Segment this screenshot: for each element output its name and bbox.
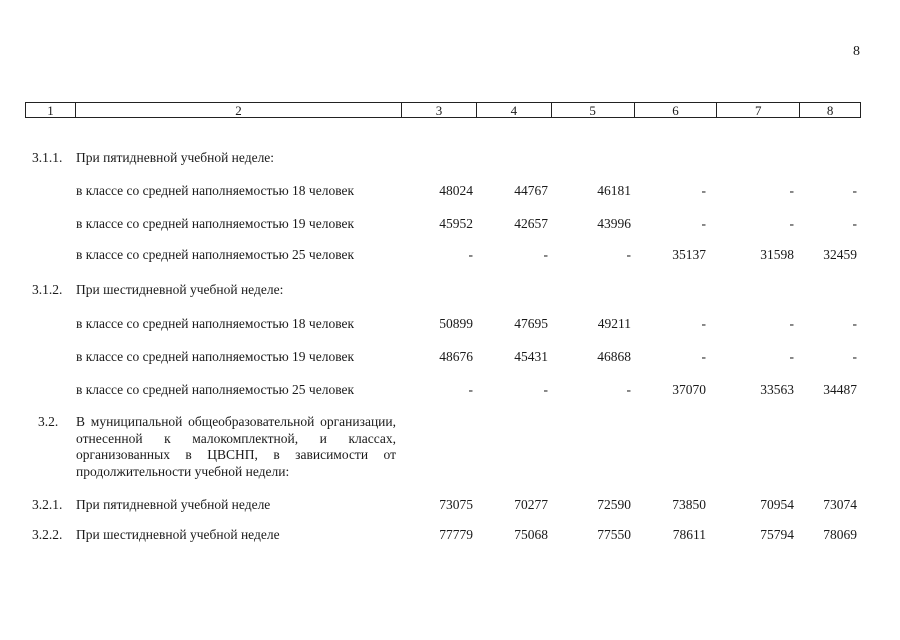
table-row — [0, 349, 900, 369]
table-cell: - — [852, 183, 857, 198]
table-cell: 43996 — [597, 216, 631, 231]
table-row — [0, 150, 900, 170]
table-cell: 78611 — [672, 527, 706, 542]
table-cell: - — [789, 349, 794, 364]
table-cell: 49211 — [597, 316, 631, 331]
column-number: 3 — [402, 103, 477, 117]
table-cell: 70277 — [514, 497, 548, 512]
table-cell: - — [543, 382, 548, 397]
table-cell: - — [701, 349, 706, 364]
table-cell: 48024 — [439, 183, 473, 198]
table-cell: 75068 — [514, 527, 548, 542]
column-number: 7 — [717, 103, 800, 117]
table-cell: 44767 — [514, 183, 548, 198]
row-label: При пятидневной учебной неделе — [76, 497, 271, 512]
section-code: 3.2. — [38, 414, 59, 429]
table-row — [0, 316, 900, 336]
table-row — [0, 382, 900, 402]
table-cell: 75794 — [760, 527, 794, 542]
table-cell: 77779 — [439, 527, 473, 542]
table-cell: 47695 — [514, 316, 548, 331]
table-cell: - — [701, 183, 706, 198]
column-number-header — [25, 102, 861, 118]
table-cell: 73075 — [439, 497, 473, 512]
table-cell: - — [852, 216, 857, 231]
table-cell: - — [626, 382, 631, 397]
table-cell: 31598 — [760, 247, 794, 262]
column-number: 6 — [635, 103, 718, 117]
table-cell: 50899 — [439, 316, 473, 331]
row-label: в классе со средней наполняемостью 19 человек — [76, 349, 355, 364]
row-label: При шестидневной учебной неделе: — [76, 282, 284, 297]
table-cell: - — [468, 247, 473, 262]
row-label: в классе со средней наполняемостью 18 человек — [76, 183, 355, 198]
column-number: 8 — [826, 103, 834, 118]
table-cell: 42657 — [514, 216, 548, 231]
row-code: 3.1.2. — [32, 282, 63, 297]
table-cell: 72590 — [597, 497, 631, 512]
table-cell: - — [468, 382, 473, 397]
table-cell: - — [626, 247, 631, 262]
row-code: 3.2.2. — [32, 527, 63, 542]
table-cell: - — [543, 247, 548, 262]
table-cell: 46181 — [597, 183, 631, 198]
table-cell: 77550 — [597, 527, 631, 542]
table-cell: - — [852, 349, 857, 364]
table-row — [0, 497, 900, 517]
column-number: 4 — [477, 103, 552, 117]
row-label: При шестидневной учебной неделе — [76, 527, 280, 542]
column-number: 5 — [552, 103, 635, 117]
table-cell: - — [789, 316, 794, 331]
table-cell: 78069 — [823, 527, 857, 542]
row-code: 3.2.1. — [32, 497, 63, 512]
table-cell: 45952 — [439, 216, 473, 231]
table-row — [0, 183, 900, 203]
table-cell: 35137 — [672, 247, 706, 262]
table-cell: 73850 — [672, 497, 706, 512]
table-cell: 70954 — [760, 497, 794, 512]
table-cell: 46868 — [597, 349, 631, 364]
page-number: 8 — [853, 44, 860, 59]
table-cell: - — [701, 316, 706, 331]
row-label: При пятидневной учебной неделе: — [76, 150, 275, 165]
row-label: в классе со средней наполняемостью 25 человек — [76, 247, 355, 262]
table-cell: 32459 — [823, 247, 857, 262]
table-cell: - — [701, 216, 706, 231]
section-label: В муниципальной общеобразовательной организации, отнесенной к малокомплектной, и классах, организованных в ЦВСНП, в зависимости от продолжительности учебной недели: — [76, 414, 396, 479]
row-label: в классе со средней наполняемостью 19 человек — [76, 216, 355, 231]
table-cell: 33563 — [760, 382, 794, 397]
table-cell: 45431 — [514, 349, 548, 364]
table-cell: - — [789, 216, 794, 231]
table-row — [0, 282, 900, 302]
table-row — [0, 247, 900, 267]
table-row — [0, 527, 900, 547]
table-cell: 34487 — [823, 382, 857, 397]
table-cell: 73074 — [823, 497, 857, 512]
column-number: 1 — [26, 103, 76, 117]
table-row — [0, 216, 900, 236]
column-number: 2 — [76, 103, 402, 117]
table-cell: 48676 — [439, 349, 473, 364]
row-code: 3.1.1. — [32, 150, 63, 165]
table-cell: - — [852, 316, 857, 331]
table-cell: 37070 — [672, 382, 706, 397]
row-label: в классе со средней наполняемостью 18 человек — [76, 316, 355, 331]
row-label: в классе со средней наполняемостью 25 человек — [76, 382, 355, 397]
table-cell: - — [789, 183, 794, 198]
